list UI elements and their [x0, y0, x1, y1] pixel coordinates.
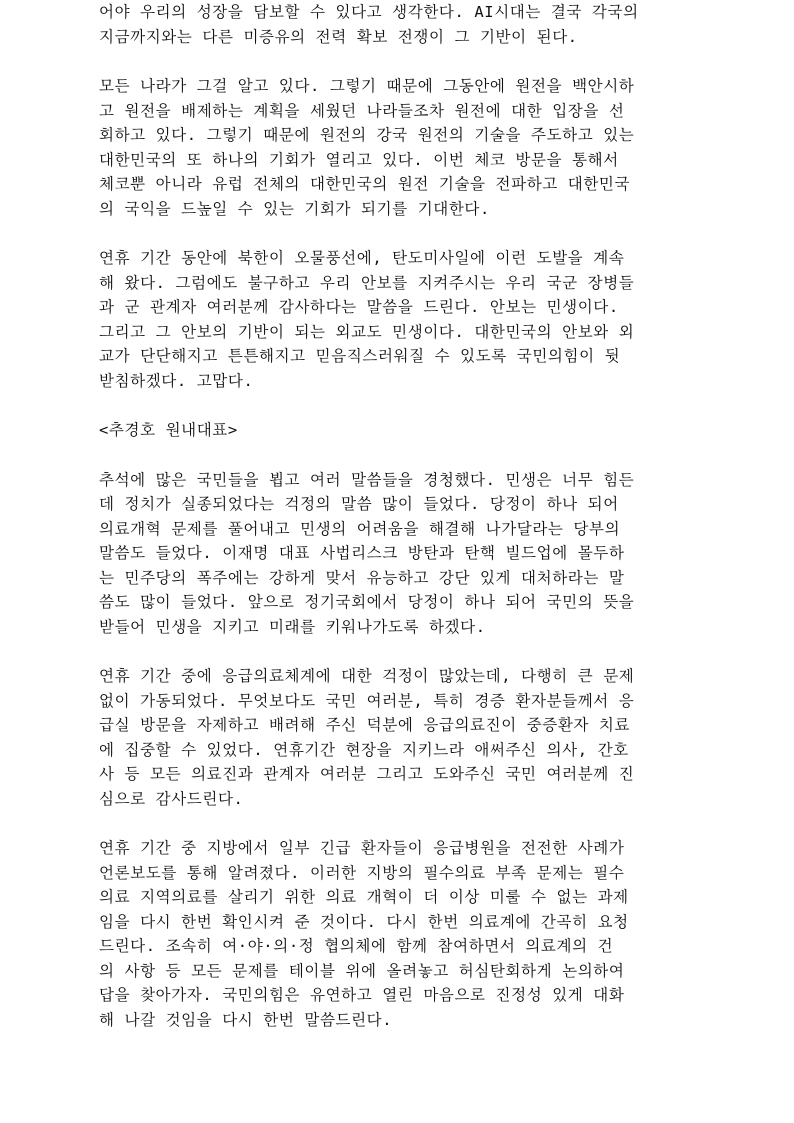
paragraph	[99, 0, 695, 49]
text-line: 받침하겠다. 고맙다.	[99, 371, 254, 390]
text-line: 사 등 모든 의료진과 관계자 여러분 그리고 도와주신 국민 여러분께 진	[99, 765, 635, 783]
text-line: 없이 가동되었다. 무엇보다도 국민 여러분, 특히 경증 환자분들께서 응	[99, 691, 635, 710]
text-line: 과 군 관계자 여러분께 감사하다는 말씀을 드린다. 안보는 민생이다.	[99, 298, 619, 316]
text-line: 의료 지역의료를 살리기 위한 의료 개혁이 더 이상 미룰 수 없는 과제	[99, 888, 629, 906]
text-line: 해 나갈 것임을 다시 한번 말씀드린다.	[99, 1010, 393, 1029]
text-line: 그리고 그 안보의 기반이 되는 외교도 민생이다. 대한민국의 안보와 외	[99, 322, 635, 341]
document-page	[99, 0, 695, 1057]
text-line: 고 원전을 배제하는 계획을 세웠던 나라들조차 원전에 대한 입장을 선	[99, 101, 625, 120]
paragraph	[99, 246, 695, 393]
text-line: 체코뿐 아니라 유럽 전체의 대한민국의 원전 기술을 전파하고 대한민국	[99, 175, 631, 193]
text-line: 교가 단단해지고 튼튼해지고 믿음직스러워질 수 있도록 국민의힘이 뒷	[99, 347, 621, 365]
speaker-heading: <추경호 원내대표>	[99, 421, 238, 439]
text-line: 씀도 많이 들었다. 앞으로 정기국회에서 당정이 하나 되어 국민의 뜻을	[99, 593, 635, 611]
text-line: 연휴 기간 동안에 북한이 오물풍선에, 탄도미사일에 이런 도발을 계속	[99, 249, 625, 267]
paragraph	[99, 74, 695, 221]
text-line: 답을 찾아가자. 국민의힘은 유연하고 열린 마음으로 진정성 있게 대화	[99, 986, 625, 1004]
text-line: 에 집중할 수 있었다. 연휴기간 현장을 지키느라 애써주신 의사, 간호	[99, 740, 629, 759]
text-line: 연휴 기간 중에 응급의료체계에 대한 걱정이 많았는데, 다행히 큰 문제	[99, 667, 635, 685]
text-line: 의 사항 등 모든 문제를 테이블 위에 올려놓고 허심탄회하게 논의하여	[99, 961, 625, 980]
text-line: 급실 방문을 자제하고 배려해 주신 덕분에 응급의료진이 중증환자 치료	[99, 716, 631, 734]
paragraph	[99, 468, 695, 640]
text-line: 말씀도 들었다. 이재명 대표 사법리스크 방탄과 탄핵 빌드업에 몰두하	[99, 544, 625, 562]
text-line: 언론보도를 통해 알려졌다. 이러한 지방의 필수의료 부족 문제는 필수	[99, 863, 625, 882]
text-line: 어야 우리의 성장을 담보할 수 있다고 생각한다. AI시대는 결국 각국의	[99, 3, 639, 21]
paragraph	[99, 664, 695, 811]
text-line: 의 국익을 드높일 수 있는 기회가 되기를 기대한다.	[99, 199, 490, 218]
text-line: 의료개혁 문제를 풀어내고 민생의 어려움을 해결해 나가달라는 당부의	[99, 519, 621, 538]
paragraph	[99, 836, 695, 1032]
text-line: 대한민국의 또 하나의 기회가 열리고 있다. 이번 체코 방문을 통해서	[99, 150, 619, 169]
text-line: 심으로 감사드린다.	[99, 789, 244, 808]
text-line: 는 민주당의 폭주에는 강하게 맞서 유능하고 강단 있게 대처하라는 말	[99, 568, 625, 587]
text-line: 회하고 있다. 그렇기 때문에 원전의 강국 원전의 기술을 주도하고 있는	[99, 126, 635, 144]
text-line: 임을 다시 한번 확인시켜 준 것이다. 다시 한번 의료계에 간곡히 요청	[99, 912, 629, 931]
text-line: 지금까지와는 다른 미증유의 전력 확보 전쟁이 그 기반이 된다.	[99, 27, 578, 46]
text-line: 받들어 민생을 지키고 미래를 키워나가도록 하겠다.	[99, 617, 486, 636]
text-line: 드린다. 조속히 여·야·의·정 협의체에 함께 참여하면서 의료계의 건	[99, 937, 614, 955]
text-line: 연휴 기간 중 지방에서 일부 긴급 환자들이 응급병원을 전전한 사례가	[99, 839, 625, 857]
text-line: 해 왔다. 그럼에도 불구하고 우리 안보를 지켜주시는 우리 국군 장병들	[99, 273, 635, 292]
section-heading	[99, 418, 695, 443]
text-line: 데 정치가 실종되었다는 걱정의 말씀 많이 들었다. 당정이 하나 되어	[99, 495, 619, 513]
text-line: 모든 나라가 그걸 알고 있다. 그렇기 때문에 그동안에 원전을 백안시하	[99, 77, 635, 95]
text-line: 추석에 많은 국민들을 뵙고 여러 말씀들을 경청했다. 민생은 너무 힘든	[99, 470, 635, 489]
